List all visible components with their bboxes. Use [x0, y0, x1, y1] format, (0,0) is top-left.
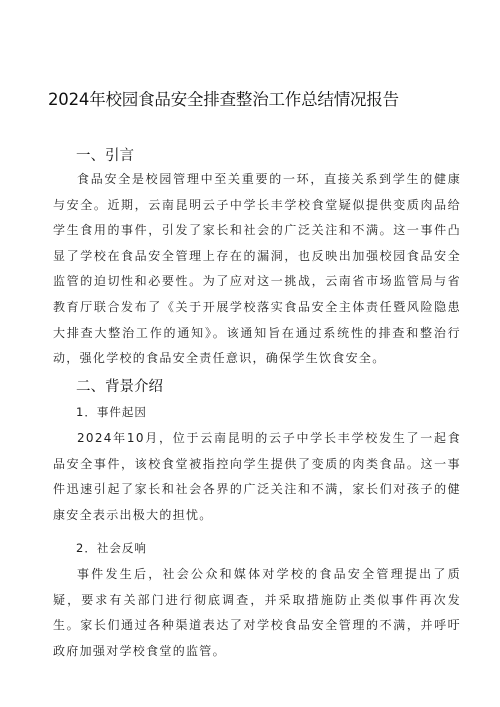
document-title: 2024年校园食品安全排查整治工作总结情况报告 [48, 90, 399, 109]
section-heading-introduction: 一、引言 [76, 148, 134, 164]
social-reaction-paragraph: 事件发生后，社会公众和媒体对学校的食品安全管理提出了质疑，要求有关部门进行彻底调查，并采取措施防止类似事件再次发生。家长们通过各种渠道表达了对学校食品安全管理的不满，并呼吁政府加强对学校食堂的监管。 [53, 567, 461, 658]
introduction-paragraph: 食品安全是校园管理中至关重要的一环，直接关系到学生的健康与安全。近期，云南昆明云子中学长丰学校食堂疑似提供变质肉品给学生食用的事件，引发了家长和社会的广泛关注和不满。这一事件凸显了学校在食品安全管理上存在的漏洞，也反映出加强校园食品安全监管的迫切性和必要性。为了应对这一挑战，云南省市场监管局与省教育厅联合发布了《关于开展学校落实食品安全主体责任暨风险隐患大排查大整治工作的通知》。该通知旨在通过系统性的排查和整治行动，强化学校的食品安全责任意识，确保学生饮食安全。 [53, 172, 461, 366]
section-heading-background: 二、背景介绍 [76, 379, 163, 395]
subsection-label-event-cause: 1．事件起因 [76, 405, 147, 419]
subsection-label-social-reaction: 2．社会反响 [76, 541, 147, 555]
event-cause-paragraph: 2024年10月，位于云南昆明的云子中学长丰学校发生了一起食品安全事件，该校食堂被指控向学生提供了变质的肉类食品。这一事件迅速引起了家长和社会各界的广泛关注和不满，家长们对孩子的健康安全表示出极大的担忧。 [53, 431, 461, 522]
